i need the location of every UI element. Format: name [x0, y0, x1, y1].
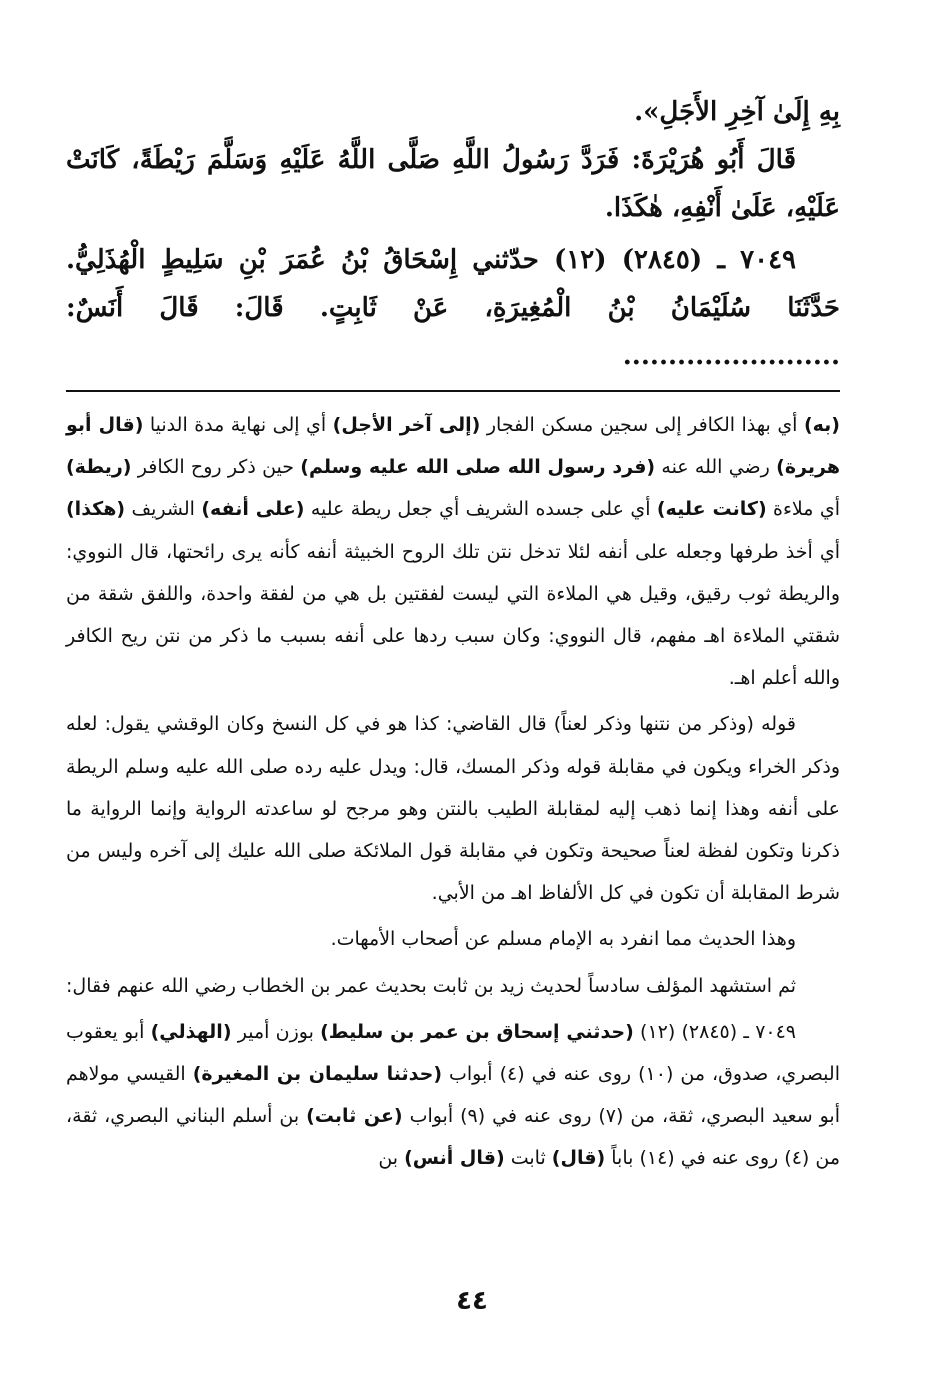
commentary-text: الشريف	[125, 498, 202, 521]
commentary-text: القيسي مولاهم أبو سعيد البصري، ثقة، من (٧) روى عنه في (٩) أبواب	[66, 1063, 841, 1128]
highlighted-quote: (قال)	[551, 1147, 606, 1170]
commentary-text: ٧٠٤٩ ـ (٢٨٤٥) (١٢)	[633, 1020, 797, 1043]
commentary-text: أي ملاءة	[766, 498, 840, 521]
footnote-divider	[66, 390, 840, 392]
highlighted-quote: (قال أبو هريرة)	[66, 414, 840, 479]
highlighted-quote: (إلى آخر الأجل)	[332, 414, 481, 436]
commentary	[66, 404, 840, 1180]
commentary-text: ثابت	[504, 1147, 552, 1170]
highlighted-quote: (ريطة)	[66, 456, 132, 479]
highlighted-quote: (هكذا)	[66, 498, 126, 521]
commentary-text: بوزن أمير	[231, 1020, 321, 1043]
main-text	[66, 88, 840, 380]
highlighted-quote: (به)	[803, 414, 840, 436]
commentary-text: حين ذكر روح الكافر	[131, 456, 301, 479]
commentary-text: أي إلى نهاية مدة الدنيا	[143, 414, 333, 436]
highlighted-quote: (حدثنا سليمان بن المغيرة)	[192, 1063, 442, 1086]
highlighted-quote: (حدثني إسحاق بن عمر بن سليط)	[320, 1020, 634, 1043]
main-paragraph-hadith-7049: ٧٠٤٩ ـ (٢٨٤٥) (١٢) حدّثني إِسْحَاقُ بْنُ عُمَرَ بْنِ سَلِيطٍ الْهُذَلِيُّ. حَدَّثَنَا سُلَيْمَانُ بْنُ الْمُغِيرَةِ، عَنْ ثَابِتٍ. قَالَ: قَالَ أَنَسٌ: ........................	[66, 245, 840, 371]
main-paragraph-abu-hurayrah: قَالَ أَبُو هُرَيْرَةَ: فَرَدَّ رَسُولُ اللَّهِ صَلَّى اللَّهُ عَلَيْهِ وَسَلَّمَ رَيْطَةً، كَانَتْ عَلَيْهِ، عَلَىٰ أَنْفِهِ، هٰكَذَا.	[66, 145, 840, 223]
commentary-text: بن أسلم البناني البصري، ثقة، من (٤) روى عنه في (١٤) باباً	[66, 1105, 840, 1170]
highlighted-quote: (فرد رسول الله صلى الله عليه وسلم)	[300, 456, 656, 479]
commentary-text: رضي الله عنه	[655, 456, 777, 479]
commentary-text: أبو يعقوب البصري، صدوق، من (١٠) روى عنه في (٤) أبواب	[66, 1020, 840, 1086]
main-line-1: بِهِ إِلَىٰ آخِرِ الأَجَلِ».	[634, 97, 840, 127]
highlighted-quote: (الهذلي)	[150, 1020, 232, 1043]
commentary-paragraph-1	[66, 404, 840, 699]
commentary-paragraph-5	[66, 1011, 840, 1180]
commentary-text: أي أخذ طرفها وجعله على أنفه لئلا تدخل نتن تلك الروح الخبيثة أنفه كأنه يرى رائحتها، قال النووي: والريطة ثوب رقيق، وقيل هي الملاءة التي ليست لفقتين بل هي من لفقة واحدة، واللفق شقة من شقتي الملاءة اهـ مفهم، قال النووي: وكان سبب ردها على أنفه بسبب ما ذكر من نتن ريح الكافر والله أعلم اهـ.	[66, 540, 840, 690]
commentary-text: أي بهذا الكافر إلى سجين مسكن الفجار	[480, 414, 804, 436]
page-number: ٤٤	[456, 1286, 488, 1316]
highlighted-quote: (كانت عليه)	[656, 498, 767, 521]
commentary-paragraph-3: وهذا الحديث مما انفرد به الإمام مسلم عن أصحاب الأمهات.	[330, 928, 796, 951]
commentary-text: بن	[378, 1147, 405, 1170]
commentary-paragraph-4: ثم استشهد المؤلف سادساً لحديث زيد بن ثابت بحديث عمر بن الخطاب رضي الله عنهم فقال:	[66, 974, 796, 997]
commentary-text: أي على جسده الشريف أي جعل ريطة عليه	[304, 498, 657, 521]
highlighted-quote: (عن ثابت)	[306, 1105, 403, 1128]
highlighted-quote: (على أنفه)	[201, 498, 305, 521]
highlighted-quote: (قال أنس)	[404, 1147, 505, 1170]
commentary-paragraph-2: قوله (وذكر من نتنها وذكر لعناً) قال القاضي: كذا هو في كل النسخ وكان الوقشي يقول: لعله وذكر الخراء ويكون في مقابلة قوله وذكر المسك، قال: ويدل عليه رده صلى الله عليه وسلم الريطة على أنفه وهذا إنما ذهب إليه لمقابلة الطيب بالنتن وهو مرجح لو ساعدته الرواية وإنما الرواية ما ذكرنا وتكون لفظة لعناً صحيحة وتكون في مقابلة قول الملائكة صلى الله عليك إلى آخره وليس من شرط المقابلة أن تكون في كل الألفاظ اهـ من الأبي.	[66, 713, 840, 905]
